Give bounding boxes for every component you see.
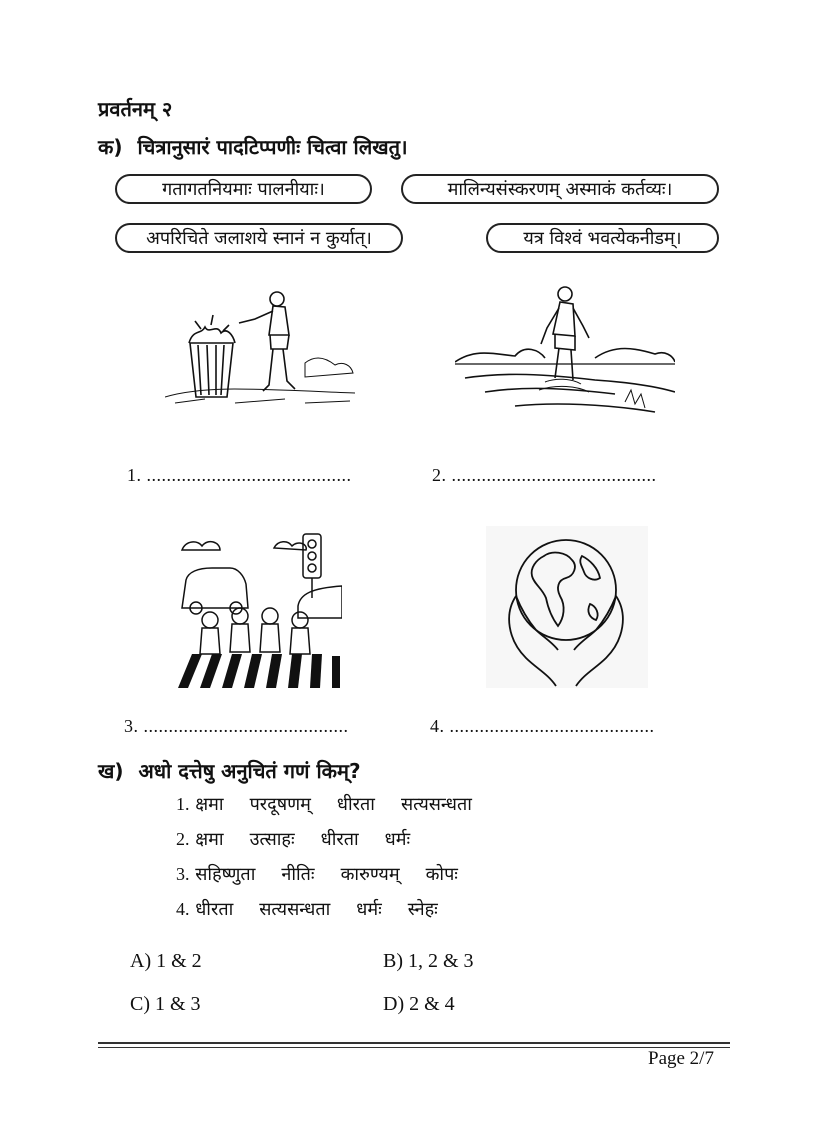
list-word: सत्यसन्धता (259, 899, 331, 920)
zebra-crossing-illustration (178, 528, 342, 690)
list-word: धीरता (336, 794, 375, 815)
answer-blank-1[interactable]: 1. ......................................... (127, 465, 352, 485)
part-a-heading (98, 133, 408, 160)
part-a-label: क) (98, 135, 123, 159)
waste-bin-illustration (165, 285, 355, 405)
list-word: धर्मः (356, 899, 382, 920)
part-b-heading (98, 757, 361, 784)
word-list-2 (176, 827, 436, 851)
list-number: 2. (176, 829, 190, 849)
list-word: सहिष्णुता (195, 864, 256, 885)
list-word: धीरता (195, 899, 234, 920)
footer-rule-top (98, 1042, 730, 1044)
option-pill-3: अपरिचिते जलाशये स्नानं न कुर्यात्। (115, 223, 403, 253)
answer-blank-2[interactable]: 2. ......................................... (432, 465, 657, 485)
choice-b[interactable]: B) 1, 2 & 3 (383, 950, 474, 972)
list-word: परदूषणम् (249, 794, 311, 815)
choice-a[interactable]: A) 1 & 2 (130, 950, 202, 972)
list-word: सत्यसन्धता (400, 794, 472, 815)
globe-in-hands-illustration (486, 526, 648, 688)
list-word: स्नेहः (407, 899, 438, 920)
list-word: धर्मः (384, 829, 411, 850)
list-word: क्षमा (195, 794, 224, 815)
option-pill-2: मालिन्यसंस्करणम् अस्माकं कर्तव्यः। (401, 174, 719, 204)
word-list-3 (176, 862, 484, 886)
choice-c[interactable]: C) 1 & 3 (130, 993, 201, 1015)
part-b-question: अधो दत्तेषु अनुचितं गणं किम्? (138, 759, 361, 783)
list-number: 4. (176, 899, 190, 919)
word-list-1 (176, 792, 498, 816)
section-title: प्रवर्तनम् २ (98, 97, 173, 121)
page-number: Page 2/7 (648, 1048, 714, 1069)
answer-blank-4[interactable]: 4. ......................................... (430, 716, 655, 736)
list-number: 3. (176, 864, 190, 884)
part-b-label: ख) (98, 759, 124, 783)
part-a-instruction: चित्रानुसारं पादटिप्पणीः चित्वा लिखतु। (137, 135, 408, 159)
option-pill-1: गतागतनियमाः पालनीयाः। (115, 174, 372, 204)
lake-illustration (455, 282, 675, 432)
list-word: कोपः (425, 864, 458, 885)
list-word: कारुण्यम् (340, 864, 400, 885)
list-word: उत्साहः (249, 829, 295, 850)
list-word: धीरता (320, 829, 359, 850)
option-pill-4: यत्र विश्वं भवत्येकनीडम्। (486, 223, 719, 253)
footer-rule-bottom (98, 1047, 730, 1048)
list-word: क्षमा (195, 829, 224, 850)
word-list-4 (176, 897, 464, 921)
list-number: 1. (176, 794, 190, 814)
choice-d[interactable]: D) 2 & 4 (383, 993, 455, 1015)
answer-blank-3[interactable]: 3. ......................................... (124, 716, 349, 736)
list-word: नीतिः (281, 864, 315, 885)
